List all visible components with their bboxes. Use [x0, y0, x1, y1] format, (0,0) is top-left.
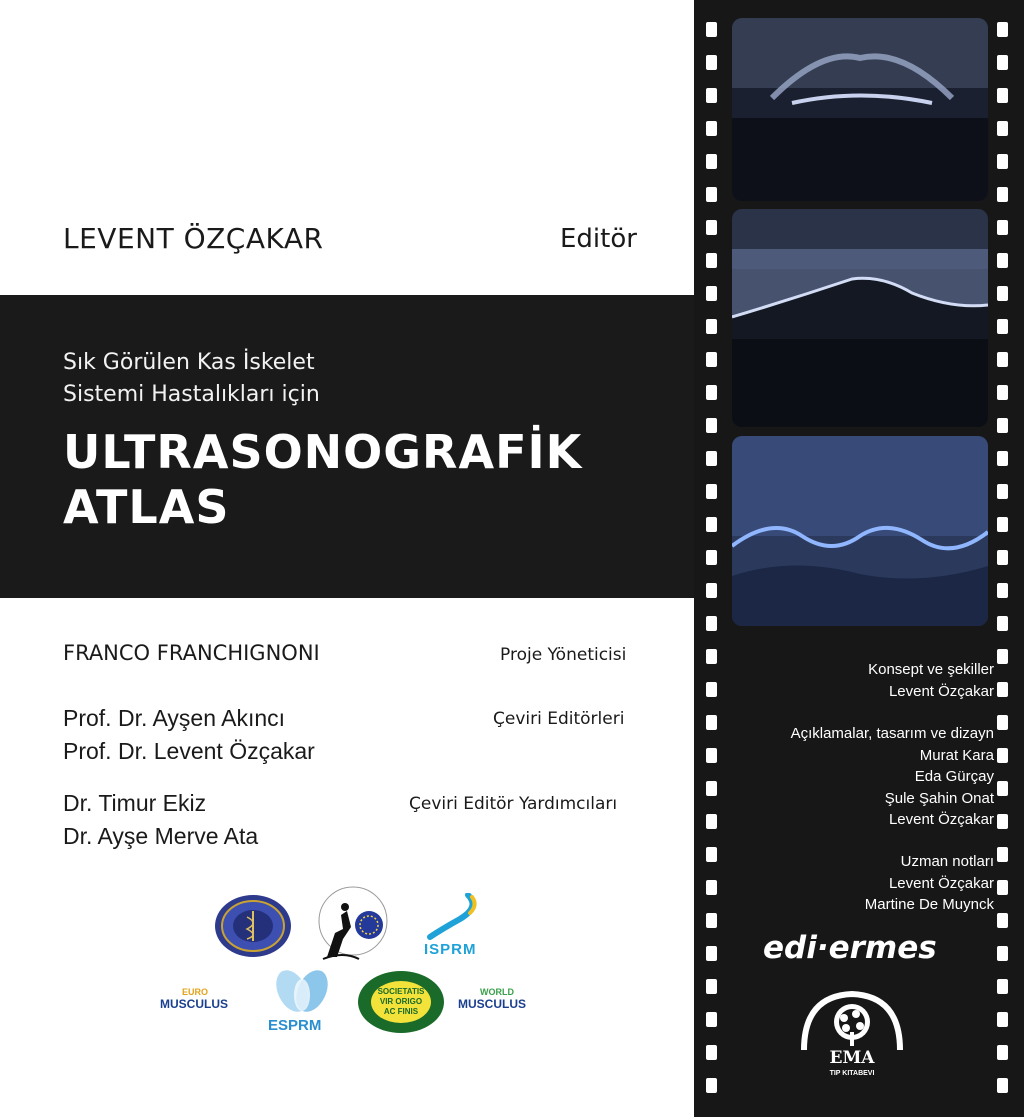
film-perforation [997, 616, 1008, 631]
film-perforation [997, 88, 1008, 103]
euro-label: EURO [182, 987, 209, 997]
film-perforation [706, 979, 717, 994]
film-perforation [997, 649, 1008, 664]
societatis-line-1: SOCIETATIS [377, 987, 425, 996]
film-perforation [997, 319, 1008, 334]
ultrasound-frame-3 [732, 436, 988, 626]
film-perforation [706, 649, 717, 664]
ema-logo-text: EMA [829, 1048, 875, 1068]
project-manager-role: Proje Yöneticisi [500, 645, 627, 665]
film-perforation [997, 253, 1008, 268]
film-perforation [706, 616, 717, 631]
association-seal-logo [213, 893, 293, 959]
translation-editor-2: Prof. Dr. Levent Özçakar [63, 738, 315, 764]
film-perforation [997, 55, 1008, 70]
societatis-line-2: VIR ORIGO [379, 997, 423, 1006]
film-perforation [997, 946, 1008, 961]
expert-name-2: Martine De Muynck [864, 896, 994, 913]
physical-medicine-society-logo [313, 885, 393, 965]
concept-heading: Konsept ve şekiller [868, 661, 994, 678]
ema-subtext: TIP KITABEVI [829, 1070, 875, 1077]
film-perforation [997, 418, 1008, 433]
film-perforation [706, 715, 717, 730]
film-perforation [706, 253, 717, 268]
film-perforation [997, 583, 1008, 598]
design-name-1: Murat Kara [919, 747, 994, 764]
expert-heading: Uzman notları [900, 853, 994, 870]
film-perforation [997, 1045, 1008, 1060]
world-musculus-logo [458, 987, 544, 1015]
ultrasound-frame-2 [732, 209, 988, 427]
film-perforation [997, 979, 1008, 994]
book-title-line-1: ULTRASONOGRAFİK [63, 425, 583, 479]
translation-editors-role: Çeviri Editörleri [493, 709, 625, 729]
film-perforation [997, 187, 1008, 202]
film-perforation [997, 550, 1008, 565]
film-perforation [997, 517, 1008, 532]
translation-editor-1: Prof. Dr. Ayşen Akıncı [63, 705, 286, 731]
world-label: WORLD [480, 987, 514, 997]
translation-assistant-2: Dr. Ayşe Merve Ata [63, 823, 259, 849]
film-perforation [706, 550, 717, 565]
film-perforation [706, 946, 717, 961]
esprm-label: ESPRM [268, 1017, 322, 1034]
societatis-seal-logo [357, 970, 445, 1034]
film-perforation [997, 286, 1008, 301]
translation-assistant-1: Dr. Timur Ekiz [63, 790, 207, 816]
film-perforation [997, 1078, 1008, 1093]
film-perforation [706, 583, 717, 598]
film-perforation [706, 88, 717, 103]
film-perforation [706, 847, 717, 862]
film-perforation [997, 121, 1008, 136]
film-perforation [997, 847, 1008, 862]
design-name-2: Eda Gürçay [914, 768, 994, 785]
film-perforation [997, 154, 1008, 169]
film-perforation [997, 748, 1008, 763]
film-perforation [997, 814, 1008, 829]
design-heading: Açıklamalar, tasarım ve dizayn [790, 725, 994, 742]
concept-name: Levent Özçakar [888, 683, 994, 700]
euro-musculus-logo [160, 987, 246, 1015]
musculus-label: MUSCULUS [160, 997, 228, 1011]
film-perforation [706, 154, 717, 169]
film-perforation [706, 484, 717, 499]
film-perforation [706, 220, 717, 235]
film-perforation [706, 418, 717, 433]
film-perforation [706, 22, 717, 37]
design-name-4: Levent Özçakar [888, 811, 994, 828]
expert-name-1: Levent Özçakar [888, 875, 994, 892]
film-perforation [997, 220, 1008, 235]
film-perforation [997, 682, 1008, 697]
film-perforation [997, 1012, 1008, 1027]
film-perforation [706, 319, 717, 334]
film-perforation [706, 121, 717, 136]
film-perforation [706, 1045, 717, 1060]
film-perforation [997, 715, 1008, 730]
film-perforation [997, 913, 1008, 928]
book-title-line-2: ATLAS [63, 480, 230, 534]
film-perforation [997, 451, 1008, 466]
ema-publisher-logo [796, 988, 908, 1088]
film-perforation [706, 748, 717, 763]
project-manager-name: FRANCO FRANCHIGNONI [63, 641, 320, 665]
film-perforation [706, 781, 717, 796]
film-perforation [997, 781, 1008, 796]
ultrasound-frame-1 [732, 18, 988, 201]
film-perforation [997, 22, 1008, 37]
film-perforation [997, 385, 1008, 400]
film-perforation [706, 385, 717, 400]
musculus-label-2: MUSCULUS [458, 997, 526, 1011]
film-perforation [997, 352, 1008, 367]
film-perforation [706, 682, 717, 697]
film-perforation [706, 286, 717, 301]
film-perforation [706, 1078, 717, 1093]
subtitle-line-1: Sık Görülen Kas İskelet [63, 350, 315, 375]
film-perforation [706, 913, 717, 928]
film-perforation [706, 517, 717, 532]
edi-ermes-logo: edi·ermes [763, 930, 937, 966]
subtitle-line-2: Sistemi Hastalıkları için [63, 382, 320, 407]
film-perforation [706, 1012, 717, 1027]
film-perforation [706, 352, 717, 367]
societatis-line-3: AC FINIS [383, 1007, 419, 1016]
esprm-logo [262, 965, 342, 1037]
design-name-3: Şule Şahin Onat [884, 790, 994, 807]
isprm-logo [420, 893, 490, 963]
film-perforation [997, 880, 1008, 895]
editor-name: LEVENT ÖZÇAKAR [63, 222, 324, 255]
film-perforation [706, 451, 717, 466]
isprm-label: ISPRM [424, 941, 477, 958]
translation-assistants-role: Çeviri Editör Yardımcıları [409, 794, 618, 814]
film-perforation [706, 187, 717, 202]
film-perforation [706, 55, 717, 70]
editor-role: Editör [560, 224, 637, 254]
film-perforation [997, 484, 1008, 499]
film-perforation [706, 814, 717, 829]
film-perforation [706, 880, 717, 895]
